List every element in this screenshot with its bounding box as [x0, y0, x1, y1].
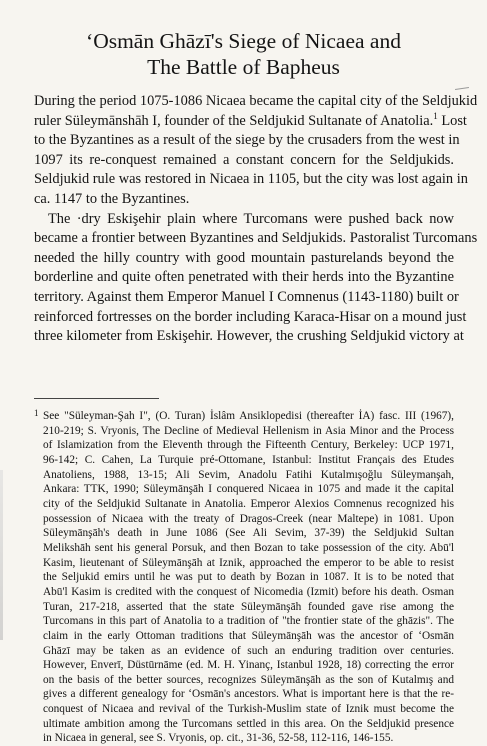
footnote-line: Turan, 217-218, asserted that the state Süleymānşāh founded gave rise among the: [43, 600, 454, 613]
text-line: The ·dry Eskişehir plain where Turcomans were pushed back now: [48, 210, 454, 227]
footnote-line: Melikshāh sent his general Porsuk, and then Bozan to take possession of the city. Abū'l: [43, 541, 454, 554]
text-line: ca. 1147 to the Byzantines.: [34, 190, 190, 207]
footnote-reference[interactable]: 1: [433, 110, 438, 121]
footnote-line: Abū'l Kasim is credited with the conquest of Nicomedia (Izmit) before his death. Osman: [43, 585, 454, 598]
chapter-title-line-2: The Battle of Bapheus: [147, 55, 340, 79]
footnote-number: 1: [34, 408, 39, 418]
text-segment: Lost: [437, 112, 467, 129]
text-line: three kilometer from Eskişehir. However, the crushing Seldjukid victory at: [34, 328, 464, 345]
text-line: During the period 1075-1086 Nicaea became the capital city of the Seldjukid: [34, 93, 478, 109]
footnote-line: possession of Nicaea with the treaty of Dragos-Creek (near Maltepe) in 1081. Upon: [43, 512, 454, 525]
footnote-line: of Islamization from the Eleventh through the Fifteenth Century, Berkeley: UCP 1971,: [43, 439, 454, 452]
footnote-line: on the basis of the better sources, recognizes Süleymānşāh as the son of Kutalmış and: [43, 673, 454, 686]
body-text: [34, 92, 478, 347]
footnote-line: the Seljukid emirs until he was put to death by Bozan in 1087. It is to be noted that: [43, 571, 454, 584]
chapter-title: [0, 28, 487, 80]
footnote-line: gives a different genealogy for ‘Osmān's ancestors. What is important here is that the re-: [43, 688, 454, 701]
text-line: territory. Against them Emperor Manuel I Comnenus (1143-1180) built or: [34, 288, 459, 305]
text-line: Seldjukid rule was restored in Nicaea in 1105, but the city was lost again in: [34, 171, 468, 188]
footnote-line: Ankara: TTK, 1990; Süleymānşāh I conquered Nicaea in 1075 and made it the capital: [43, 483, 454, 496]
footnote-line: ultimate ambition among the Turcomans settled in this area. On the Seldjukid presence: [43, 717, 454, 730]
footnote-line: Süleymānşāh's death in June 1086 (See Ali Sevim, 37-39) the Seldjukid Sultan: [43, 527, 454, 540]
footnote-line: Kasim, lieutenant of Süleymānşāh at Iznik, approached the emperor to be able to resist: [43, 556, 454, 569]
footnote-line: Turcomans in this part of Anatolia to a tradition of "the frontier state of the ghāzis". The: [43, 615, 454, 628]
footnote-line: 210-219; S. Vryonis, The Decline of Medieval Hellenism in Asia Minor and the Process: [43, 424, 454, 437]
footnote: [34, 406, 454, 746]
text-line: borderline and quite often penetrated with their herds into the Byzantine: [34, 269, 454, 286]
footnote-line: claim in the early Ottoman traditions that Süleymānşāh was the ancestor of ‘Osmān: [43, 629, 454, 642]
footnote-line: city of the Seldjukid Sultanate in Anatolia. Emperor Alexios Comnenus recognized his: [43, 497, 454, 510]
text-line: to the Byzantines as a result of the siege by the crusaders from the west in: [34, 132, 460, 149]
footnote-line: However, Enverī, Düstūrnāme (ed. M. H. Yinanç, Istanbul 1928, 18) correcting the error: [43, 659, 454, 672]
footnote-separator: [34, 398, 159, 399]
text-line: needed the hilly country with good mountain pasturelands beyond the: [34, 249, 454, 266]
text-line: reinforced fortresses on the border including Karaca-Hisar on a mound just: [34, 308, 467, 325]
footnote-line: Anatoliens, 1988, 13-15; Ali Sevim, Anadolu Fatihi Kutalmışoğlu Süleymanşah,: [43, 468, 454, 481]
text-line-with-footnote: [34, 110, 467, 132]
scan-mark: [455, 87, 469, 90]
footnote-text: See "Süleyman-Şah I", (O. Turan) İslâm Ansiklopedisi (thereafter İA) fasc. III (1967),: [43, 410, 454, 422]
scan-edge-shadow: [0, 470, 3, 640]
chapter-title-line-1: ‘Osmān Ghāzī's Siege of Nicaea and: [86, 29, 401, 53]
text-line: 1097 its re-conquest remained a constant concern for the Seldjukids.: [34, 151, 454, 168]
paragraph-2: [34, 210, 478, 347]
text-segment: ruler Süleymānshāh I, founder of the Seldjukid Sultanate of Anatolia.: [34, 112, 434, 129]
paragraph-1: [34, 92, 478, 210]
footnote-line: [34, 406, 454, 424]
text-line: became a frontier between Byzantines and Seldjukids. Pastoralist Turcomans: [34, 230, 478, 247]
footnote-line: Ghāzī may be taken as an evidence of such an enduring tradition over centuries.: [43, 644, 454, 657]
footnote-line: in Nicaea in general, see S. Vryonis, op. cit., 31-36, 52-58, 112-116, 146-155.: [43, 732, 394, 745]
footnote-line: conquest of Nicaea and revival of the Turkish-Muslim state of Iznik must become the: [43, 703, 454, 716]
footnote-line: 96-142; C. Cahen, La Turquie pré-Ottomane, Istanbul: Institut Français des Etudes: [43, 453, 454, 466]
